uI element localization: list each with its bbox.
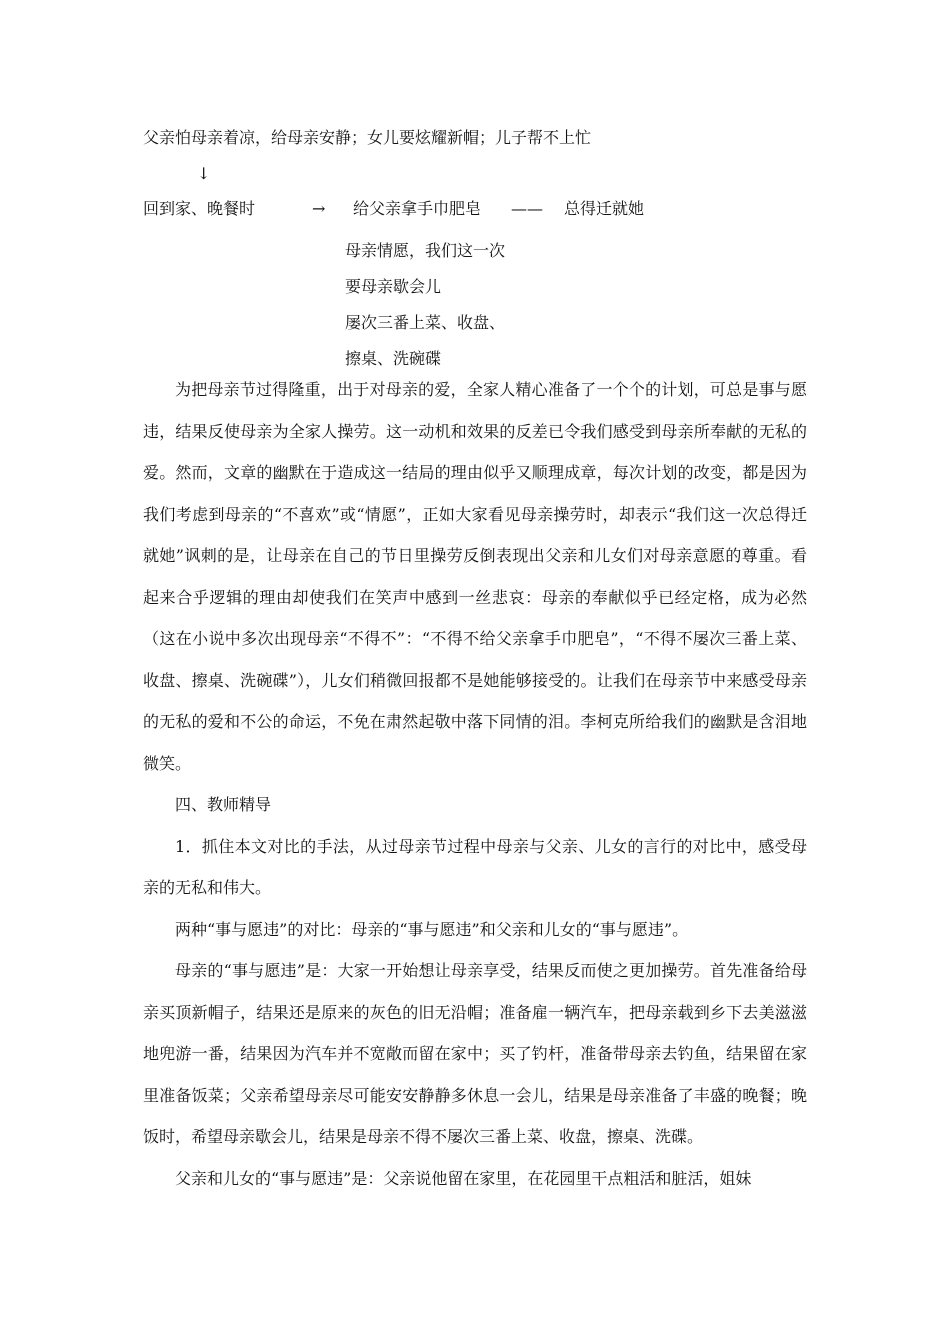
point-1-paragraph: 1．抓住本文对比的手法，从过母亲节过程中母亲与父亲、儿女的言行的对比中，感受母亲的无私和伟大。 [143, 836, 807, 897]
diagram-reason: 总得迁就她 [564, 199, 645, 218]
diagram-dash: —— [511, 199, 543, 218]
father-children-paragraph: 父亲和儿女的“事与愿违”是：父亲说他留在家里，在花园里干点粗活和脏活，姐妹 [175, 1168, 752, 1188]
diagram-reason-stack [345, 233, 505, 377]
diagram-left-label: 回到家、晚餐时 [143, 199, 256, 218]
contrast-intro-paragraph: 两种“事与愿违”的对比：母亲的“事与愿违”和父亲和儿女的“事与愿违”。 [175, 919, 689, 939]
right-arrow-icon: → [312, 199, 326, 218]
mother-contrast-paragraph: 母亲的“事与愿违”是：大家一开始想让母亲享受，结果反而使之更加操劳。首先准备给母亲买顶新帽子，结果还是原来的灰色的旧无沿帽；准备雇一辆汽车，把母亲载到乡下去美滋滋地兜游一番，结果因为汽车并不宽敞而留在家中；买了钓杆，准备带母亲去钓鱼，结果留在家里准备饭菜；父亲希望母亲尽可能安安静静多休息一会儿，结果是母亲准备了丰盛的晚餐；晚饭时，希望母亲歇会儿，结果是母亲不得不屡次三番上菜、收盘，擦桌、洗碟。 [143, 961, 807, 1146]
diagram-stack-item: 屡次三番上菜、收盘、 [345, 313, 506, 332]
down-arrow-icon: ↓ [197, 164, 211, 183]
diagram-action: 给父亲拿手巾肥皂 [353, 199, 482, 218]
diagram-stack-item: 母亲情愿，我们这一次 [345, 241, 506, 260]
diagram-stack-item: 擦桌、洗碗碟 [345, 349, 442, 368]
diagram-stack-item: 要母亲歇会儿 [345, 277, 442, 296]
diagram-top-line: 父亲怕母亲着凉，给母亲安静；女儿要炫耀新帽；儿子帮不上忙 [143, 128, 592, 147]
analysis-paragraph: 为把母亲节过得隆重，出于对母亲的爱，全家人精心准备了一个个的计划，可总是事与愿违，结果反使母亲为全家人操劳。这一动机和效果的反差已令我们感受到母亲所奉献的无私的爱。然而，文章的幽默在于造成这一结局的理由似乎又顺理成章，每次计划的改变，都是因为我们考虑到母亲的“不喜欢”或“情愿”，正如大家看见母亲操劳时，却表示“我们这一次总得迁就她”讽刺的是，让母亲在自己的节日里操劳反倒表现出父亲和儿女们对母亲意愿的尊重。看起来合乎逻辑的理由却使我们在笑声中感到一丝悲哀：母亲的奉献似乎已经定格，成为必然（这在小说中多次出现母亲“不得不”：“不得不给父亲拿手巾肥皂”，“不得不屡次三番上菜、收盘、擦桌、洗碗碟”），儿女们稍微回报都不是她能够接受的。让我们在母亲节中来感受母亲的无私的爱和不公的命运，不免在肃然起敬中落下同情的泪。李柯克所给我们的幽默是含泪地微笑。 [143, 380, 807, 773]
body-text [143, 369, 807, 1199]
section-heading: 四、教师精导 [175, 795, 272, 814]
